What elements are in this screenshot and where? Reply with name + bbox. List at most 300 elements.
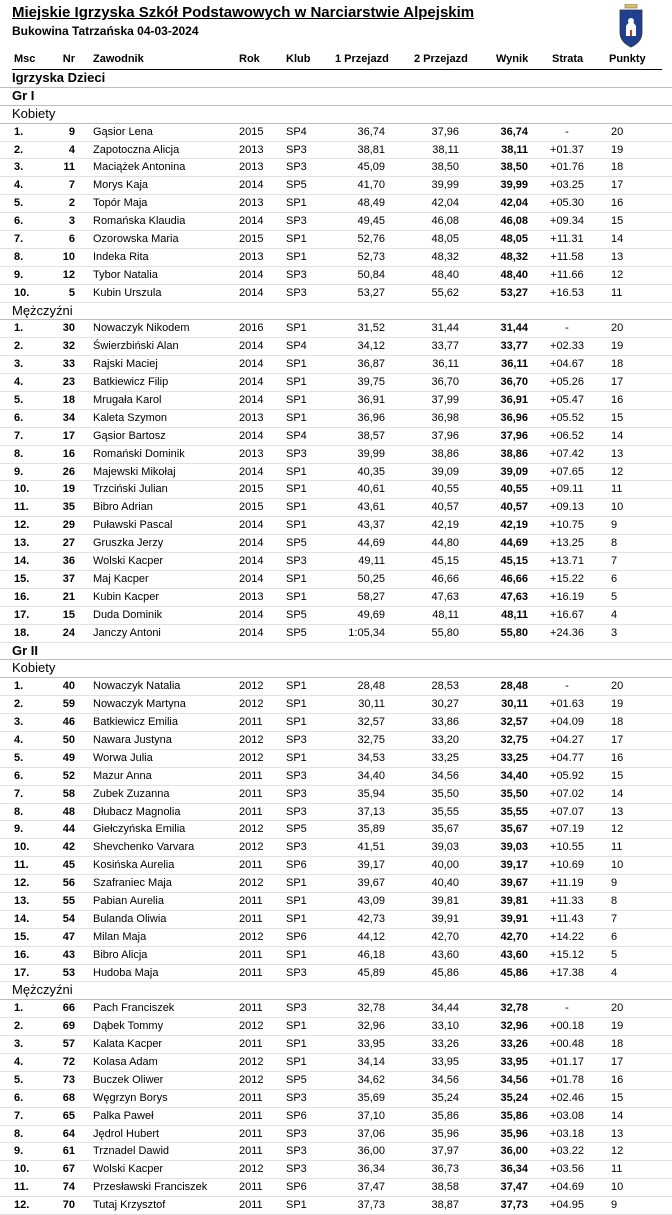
col-header-nr: Nr (62, 53, 75, 65)
time-gap: +13.25 (550, 537, 584, 550)
bib-number: 42 (62, 841, 75, 854)
time-gap: +03.56 (550, 1163, 584, 1176)
club: SP1 (286, 716, 307, 729)
club: SP3 (286, 1091, 307, 1104)
birth-year: 2011 (239, 716, 263, 729)
time-gap: +03.22 (550, 1145, 584, 1158)
time-gap: +11.31 (550, 233, 584, 246)
athlete-name: Bibro Alicja (93, 948, 148, 961)
birth-year: 2014 (239, 465, 264, 478)
athlete-name: Trzciński Julian (93, 483, 168, 496)
bib-number: 67 (62, 1163, 75, 1176)
club: SP1 (286, 465, 307, 478)
birth-year: 2015 (239, 233, 264, 246)
result-time: 42,19 (500, 519, 528, 532)
time-gap: +07.19 (550, 823, 584, 836)
run-1-time: 38,57 (357, 429, 385, 442)
club: SP1 (286, 197, 307, 210)
athlete-name: Gąsior Bartosz (93, 429, 166, 442)
time-gap: +11.43 (550, 912, 584, 925)
rank: 6. (14, 1091, 24, 1104)
time-gap: +01.17 (550, 1055, 584, 1068)
run-1-time: 41,51 (357, 841, 385, 854)
run-2-time: 39,03 (431, 841, 459, 854)
club: SP5 (286, 608, 307, 621)
col-header-klub: Klub (286, 53, 311, 65)
athlete-name: Trznadel Dawid (93, 1145, 170, 1158)
points: 17 (611, 179, 624, 192)
table-row (0, 571, 672, 589)
points: 12 (611, 268, 624, 281)
athlete-name: Zapotoczna Alicja (93, 143, 180, 156)
points: 20 (611, 680, 624, 693)
table-row (0, 267, 672, 285)
run-1-time: 50,84 (357, 268, 385, 281)
birth-year: 2012 (239, 1055, 264, 1068)
table-row (0, 965, 672, 983)
birth-year: 2014 (239, 179, 264, 192)
rank: 7. (14, 233, 24, 246)
athlete-name: Pach Franciszek (93, 1002, 175, 1015)
athlete-name: Zubek Zuzanna (93, 787, 170, 800)
rank: 5. (14, 197, 24, 210)
run-1-time: 44,69 (357, 537, 385, 550)
table-row (0, 732, 672, 750)
group-heading (0, 88, 672, 106)
time-gap: +04.27 (550, 733, 584, 746)
time-gap: +10.75 (550, 519, 584, 532)
bib-number: 66 (62, 1002, 75, 1015)
athlete-name: Hudoba Maja (93, 966, 159, 979)
birth-year: 2014 (239, 572, 264, 585)
table-row (0, 893, 672, 911)
run-2-time: 55,80 (431, 626, 459, 639)
result-time: 33,25 (500, 751, 528, 764)
birth-year: 2016 (239, 322, 264, 335)
rank: 17. (14, 608, 30, 621)
athlete-name: Przesławski Franciszek (93, 1181, 208, 1194)
run-2-time: 45,86 (431, 966, 459, 979)
sub-label: Mężczyźni (12, 302, 73, 318)
rank: 7. (14, 429, 24, 442)
table-row (0, 1018, 672, 1036)
club: SP1 (286, 698, 307, 711)
run-2-time: 42,19 (431, 519, 459, 532)
birth-year: 2011 (239, 912, 263, 925)
run-1-time: 40,61 (357, 483, 385, 496)
points: 17 (611, 376, 624, 389)
table-header (0, 53, 672, 68)
club: SP1 (286, 358, 307, 371)
run-1-time: 36,34 (357, 1163, 385, 1176)
time-gap: +11.33 (550, 894, 584, 907)
birth-year: 2011 (239, 859, 263, 872)
athlete-name: Gąsior Lena (93, 125, 153, 138)
col-header-p2: 2 Przejazd (414, 53, 468, 65)
col-header-rok: Rok (239, 53, 260, 65)
run-2-time: 28,53 (431, 680, 459, 693)
club: SP6 (286, 1109, 307, 1122)
sub-label: Mężczyźni (12, 982, 73, 998)
rank: 1. (14, 680, 24, 693)
run-1-time: 46,18 (357, 948, 385, 961)
birth-year: 2012 (239, 733, 264, 746)
run-2-time: 36,73 (431, 1163, 459, 1176)
points: 9 (611, 519, 618, 532)
town-crest-logo (618, 4, 644, 48)
time-gap: +01.63 (550, 698, 584, 711)
points: 9 (611, 877, 618, 890)
bib-number: 30 (62, 322, 75, 335)
result-time: 42,04 (500, 197, 528, 210)
birth-year: 2014 (239, 268, 264, 281)
club: SP1 (286, 483, 307, 496)
club: SP3 (286, 805, 307, 818)
result-time: 33,77 (500, 340, 528, 353)
birth-year: 2015 (239, 501, 264, 514)
club: SP3 (286, 268, 307, 281)
result-time: 35,86 (500, 1109, 528, 1122)
bib-number: 10 (62, 250, 75, 263)
bib-number: 32 (62, 340, 75, 353)
run-2-time: 39,91 (431, 912, 459, 925)
time-gap: +24.36 (550, 626, 584, 639)
club: SP6 (286, 859, 307, 872)
bib-number: 44 (62, 823, 75, 836)
time-gap: +07.65 (550, 465, 584, 478)
points: 19 (611, 340, 624, 353)
result-time: 33,95 (500, 1055, 528, 1068)
time-gap: +01.37 (550, 143, 584, 156)
run-1-time: 31,52 (357, 322, 385, 335)
rank: 3. (14, 358, 24, 371)
table-row (0, 947, 672, 965)
time-gap: +13.71 (550, 555, 584, 568)
result-time: 39,17 (500, 859, 528, 872)
table-row (0, 1108, 672, 1126)
rank: 9. (14, 465, 24, 478)
rank: 8. (14, 805, 24, 818)
run-1-time: 36,96 (357, 411, 385, 424)
bib-number: 37 (62, 572, 75, 585)
result-time: 38,86 (500, 447, 528, 460)
rank: 7. (14, 1109, 24, 1122)
rank: 9. (14, 1145, 24, 1158)
rank: 14. (14, 555, 30, 568)
bib-number: 19 (62, 483, 75, 496)
birth-year: 2014 (239, 537, 264, 550)
athlete-name: Indeka Rita (93, 250, 149, 263)
bib-number: 15 (62, 608, 75, 621)
athlete-name: Pabian Aurelia (93, 894, 164, 907)
points: 15 (611, 411, 624, 424)
club: SP1 (286, 233, 307, 246)
points: 5 (611, 948, 618, 961)
rank: 8. (14, 250, 24, 263)
run-2-time: 31,44 (431, 322, 459, 335)
result-time: 32,96 (500, 1020, 528, 1033)
bib-number: 53 (62, 966, 75, 979)
birth-year: 2014 (239, 519, 264, 532)
points: 15 (611, 1091, 624, 1104)
rank: 4. (14, 733, 24, 746)
run-1-time: 36,74 (357, 125, 385, 138)
run-2-time: 33,20 (431, 733, 459, 746)
result-time: 43,60 (500, 948, 528, 961)
run-1-time: 36,00 (357, 1145, 385, 1158)
points: 18 (611, 358, 624, 371)
points: 11 (611, 286, 623, 299)
time-gap: +01.76 (550, 161, 584, 174)
time-gap: +05.30 (550, 197, 584, 210)
athlete-name: Nawara Justyna (93, 733, 172, 746)
club: SP3 (286, 215, 307, 228)
club: SP3 (286, 1145, 307, 1158)
result-time: 38,11 (501, 143, 528, 156)
bib-number: 29 (62, 519, 75, 532)
birth-year: 2014 (239, 429, 264, 442)
run-2-time: 48,32 (431, 250, 459, 263)
club: SP1 (286, 1038, 307, 1051)
birth-year: 2011 (239, 1038, 263, 1051)
run-1-time: 40,35 (357, 465, 385, 478)
birth-year: 2013 (239, 590, 264, 603)
run-1-time: 36,87 (357, 358, 385, 371)
time-gap: +03.18 (550, 1127, 584, 1140)
run-2-time: 35,24 (431, 1091, 459, 1104)
result-time: 46,66 (500, 572, 528, 585)
run-1-time: 35,94 (357, 787, 385, 800)
bib-number: 52 (62, 769, 75, 782)
table-row (0, 589, 672, 607)
bib-number: 12 (62, 268, 75, 281)
result-time: 36,96 (500, 411, 528, 424)
run-1-time: 45,09 (357, 161, 385, 174)
run-2-time: 39,09 (431, 465, 459, 478)
result-time: 36,34 (500, 1163, 528, 1176)
birth-year: 2013 (239, 447, 264, 460)
run-1-time: 37,10 (357, 1109, 385, 1122)
bib-number: 48 (62, 805, 75, 818)
table-row (0, 911, 672, 929)
points: 13 (611, 805, 624, 818)
table-row (0, 499, 672, 517)
rank: 12. (14, 1199, 30, 1212)
table-row (0, 768, 672, 786)
rank: 5. (14, 1073, 24, 1086)
table-row (0, 410, 672, 428)
club: SP3 (286, 143, 307, 156)
run-1-time: 34,62 (357, 1073, 385, 1086)
bib-number: 72 (62, 1055, 75, 1068)
points: 16 (611, 197, 624, 210)
run-1-time: 37,13 (357, 805, 385, 818)
time-gap: +07.02 (550, 787, 584, 800)
rank: 2. (14, 698, 24, 711)
result-time: 39,91 (500, 912, 528, 925)
athlete-name: Mazur Anna (93, 769, 152, 782)
points: 17 (611, 1055, 624, 1068)
table-row (0, 1161, 672, 1179)
rank: 15. (14, 930, 30, 943)
rank: 11. (14, 501, 29, 514)
rank: 10. (14, 286, 30, 299)
category-heading (0, 660, 672, 678)
category-heading (0, 982, 672, 1000)
table-row (0, 607, 672, 625)
result-time: 36,70 (500, 376, 528, 389)
bib-number: 33 (62, 358, 75, 371)
result-time: 35,24 (500, 1091, 528, 1104)
result-time: 44,69 (500, 537, 528, 550)
bib-number: 24 (62, 626, 75, 639)
run-1-time: 34,40 (357, 769, 385, 782)
time-gap: +16.53 (550, 286, 584, 299)
table-row (0, 678, 672, 696)
run-1-time: 43,09 (357, 894, 385, 907)
birth-year: 2012 (239, 841, 264, 854)
athlete-name: Wolski Kacper (93, 1163, 164, 1176)
points: 11 (611, 1163, 623, 1176)
points: 19 (611, 143, 624, 156)
athlete-name: Topór Maja (93, 197, 148, 210)
run-2-time: 36,98 (431, 411, 459, 424)
time-gap: +05.47 (550, 394, 584, 407)
result-time: 35,55 (500, 805, 528, 818)
time-gap: +05.26 (550, 376, 584, 389)
rank: 15. (14, 572, 30, 585)
table-row (0, 750, 672, 768)
rank: 12. (14, 877, 30, 890)
run-1-time: 28,48 (357, 680, 385, 693)
col-header-strata: Strata (552, 53, 584, 65)
run-1-time: 34,53 (357, 751, 385, 764)
club: SP1 (286, 501, 307, 514)
time-gap: +10.69 (550, 859, 584, 872)
table-row (0, 142, 672, 160)
birth-year: 2012 (239, 680, 264, 693)
bib-number: 61 (62, 1145, 75, 1158)
time-gap: +01.78 (550, 1073, 584, 1086)
time-gap: +11.66 (550, 268, 584, 281)
col-header-p1: 1 Przejazd (335, 53, 389, 65)
run-1-time: 41,70 (357, 179, 385, 192)
result-time: 53,27 (500, 286, 528, 299)
table-row (0, 213, 672, 231)
run-1-time: 39,75 (357, 376, 385, 389)
bib-number: 11 (63, 161, 75, 174)
sub-label: Kobiety (12, 105, 56, 121)
points: 8 (611, 894, 618, 907)
run-2-time: 35,67 (431, 823, 459, 836)
rank: 1. (14, 1002, 24, 1015)
table-row (0, 446, 672, 464)
table-row (0, 1072, 672, 1090)
time-gap: +05.52 (550, 411, 584, 424)
points: 18 (611, 1038, 624, 1051)
table-row (0, 857, 672, 875)
birth-year: 2011 (239, 1002, 263, 1015)
athlete-name: Duda Dominik (93, 608, 163, 621)
bib-number: 21 (62, 590, 75, 603)
birth-year: 2014 (239, 555, 264, 568)
table-row (0, 804, 672, 822)
time-gap: +07.07 (550, 805, 584, 818)
time-gap: +02.33 (550, 340, 584, 353)
run-1-time: 39,67 (357, 877, 385, 890)
rank: 3. (14, 1038, 24, 1051)
club: SP1 (286, 322, 307, 335)
club: SP3 (286, 1163, 307, 1176)
birth-year: 2012 (239, 751, 264, 764)
bib-number: 55 (62, 894, 75, 907)
table-row (0, 481, 672, 499)
club: SP4 (286, 429, 307, 442)
table-row (0, 1090, 672, 1108)
rank: 6. (14, 215, 24, 228)
club: SP1 (286, 1199, 307, 1212)
birth-year: 2014 (239, 358, 264, 371)
birth-year: 2012 (239, 1073, 264, 1086)
table-row (0, 159, 672, 177)
club: SP5 (286, 823, 307, 836)
table-row (0, 875, 672, 893)
run-1-time: 49,69 (357, 608, 385, 621)
result-time: 39,03 (500, 841, 528, 854)
run-2-time: 38,86 (431, 447, 459, 460)
table-row (0, 464, 672, 482)
athlete-name: Kolasa Adam (93, 1055, 158, 1068)
results-table (0, 70, 672, 1215)
run-2-time: 35,50 (431, 787, 459, 800)
bib-number: 64 (62, 1127, 75, 1140)
athlete-name: Bibro Adrian (93, 501, 153, 514)
club: SP3 (286, 966, 307, 979)
run-2-time: 33,25 (431, 751, 459, 764)
table-row (0, 517, 672, 535)
club: SP4 (286, 340, 307, 353)
athlete-name: Węgrzyn Borys (93, 1091, 168, 1104)
bib-number: 9 (68, 125, 75, 138)
club: SP1 (286, 948, 307, 961)
result-time: 37,96 (500, 429, 528, 442)
run-1-time: 35,69 (357, 1091, 385, 1104)
run-2-time: 36,70 (431, 376, 459, 389)
run-1-time: 37,47 (357, 1181, 385, 1194)
run-1-time: 43,37 (357, 519, 385, 532)
athlete-name: Shevchenko Varvara (93, 841, 195, 854)
bib-number: 3 (68, 215, 75, 228)
birth-year: 2012 (239, 1020, 264, 1033)
run-2-time: 33,77 (431, 340, 459, 353)
category-heading (0, 303, 672, 321)
points: 14 (611, 787, 624, 800)
points: 12 (611, 1145, 624, 1158)
run-1-time: 42,73 (357, 912, 385, 925)
result-time: 35,67 (500, 823, 528, 836)
points: 15 (611, 769, 624, 782)
club: SP5 (286, 179, 307, 192)
club: SP3 (286, 733, 307, 746)
table-row (0, 374, 672, 392)
table-row (0, 1179, 672, 1197)
bib-number: 49 (62, 751, 75, 764)
birth-year: 2011 (239, 1199, 263, 1212)
run-1-time: 52,73 (357, 250, 385, 263)
athlete-name: Maciążek Antonina (93, 161, 186, 174)
rank: 11. (14, 1181, 29, 1194)
bib-number: 18 (62, 394, 75, 407)
